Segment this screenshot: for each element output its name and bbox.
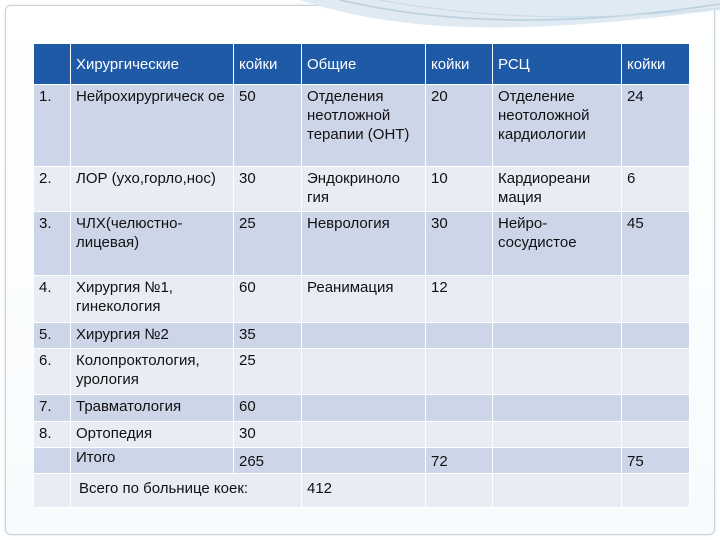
rsc-beds <box>622 395 690 422</box>
rsc-dept: Кардиореани мация <box>493 167 622 212</box>
surgical-beds: 35 <box>234 323 302 349</box>
row-number: 2. <box>34 167 71 212</box>
row-number: 1. <box>34 85 71 167</box>
rsc-dept <box>493 323 622 349</box>
header-cell-number <box>34 44 71 85</box>
row-number: 4. <box>34 276 71 323</box>
summary-label: Всего по больнице коек: <box>79 480 249 497</box>
table-row <box>34 323 690 349</box>
general-dept <box>302 323 426 349</box>
totals-label: Итого <box>71 448 234 474</box>
general-dept <box>302 422 426 448</box>
rsc-dept: Нейро- сосудистое <box>493 212 622 276</box>
totals-general: 72 <box>426 448 493 474</box>
surgical-dept: ЧЛХ(челюстно- лицевая) <box>71 212 234 276</box>
totals-surgical: 265 <box>234 448 302 474</box>
general-dept <box>302 349 426 395</box>
header-cell-surgical-beds: койки <box>234 44 302 85</box>
table-header-row <box>34 44 690 85</box>
beds-table <box>33 43 690 508</box>
rsc-beds: 45 <box>622 212 690 276</box>
rsc-beds: 6 <box>622 167 690 212</box>
row-number: 8. <box>34 422 71 448</box>
rsc-beds <box>622 276 690 323</box>
general-dept: Реанимация <box>302 276 426 323</box>
table-row <box>34 395 690 422</box>
general-dept: Эндокриноло гия <box>302 167 426 212</box>
header-cell-rsc: РСЦ <box>493 44 622 85</box>
table-row <box>34 276 690 323</box>
general-beds: 20 <box>426 85 493 167</box>
rsc-dept <box>493 395 622 422</box>
table-row <box>34 85 690 167</box>
header-cell-general: Общие <box>302 44 426 85</box>
rsc-dept: Отделение неотоложной кардиологии <box>493 85 622 167</box>
table-row <box>34 349 690 395</box>
general-beds <box>426 323 493 349</box>
general-dept: Отделения неотложной терапии (ОНТ) <box>302 85 426 167</box>
rsc-beds <box>622 349 690 395</box>
surgical-dept: Колопроктология, урология <box>71 349 234 395</box>
surgical-beds: 60 <box>234 395 302 422</box>
rsc-dept <box>493 422 622 448</box>
row-number: 6. <box>34 349 71 395</box>
summary-label-cell <box>71 474 302 508</box>
general-dept: Неврология <box>302 212 426 276</box>
general-beds <box>426 349 493 395</box>
header-cell-rsc-beds: койки <box>622 44 690 85</box>
row-number: 3. <box>34 212 71 276</box>
rsc-dept <box>493 349 622 395</box>
general-beds <box>426 395 493 422</box>
surgical-beds: 50 <box>234 85 302 167</box>
table-row <box>34 167 690 212</box>
row-number: 7. <box>34 395 71 422</box>
totals-rsc: 75 <box>622 448 690 474</box>
summary-value: 412 <box>302 474 426 508</box>
rsc-beds: 24 <box>622 85 690 167</box>
rsc-dept <box>493 276 622 323</box>
header-cell-general-beds: койки <box>426 44 493 85</box>
surgical-dept: Ортопедия <box>71 422 234 448</box>
surgical-beds: 30 <box>234 422 302 448</box>
rsc-beds <box>622 422 690 448</box>
surgical-dept: Хирургия №1, гинекология <box>71 276 234 323</box>
general-dept <box>302 395 426 422</box>
surgical-dept: Нейрохирургическ ое <box>71 85 234 167</box>
surgical-dept: Травматология <box>71 395 234 422</box>
table-row <box>34 422 690 448</box>
surgical-beds: 30 <box>234 167 302 212</box>
summary-row <box>34 474 690 508</box>
general-beds <box>426 422 493 448</box>
general-beds: 12 <box>426 276 493 323</box>
surgical-beds: 25 <box>234 349 302 395</box>
general-beds: 30 <box>426 212 493 276</box>
general-beds: 10 <box>426 167 493 212</box>
row-number: 5. <box>34 323 71 349</box>
rsc-beds <box>622 323 690 349</box>
surgical-dept: ЛОР (ухо,горло,нос) <box>71 167 234 212</box>
surgical-dept: Хирургия №2 <box>71 323 234 349</box>
surgical-beds: 25 <box>234 212 302 276</box>
totals-row <box>34 448 690 474</box>
surgical-beds: 60 <box>234 276 302 323</box>
table-row <box>34 212 690 276</box>
header-cell-surgical: Хирургические <box>71 44 234 85</box>
